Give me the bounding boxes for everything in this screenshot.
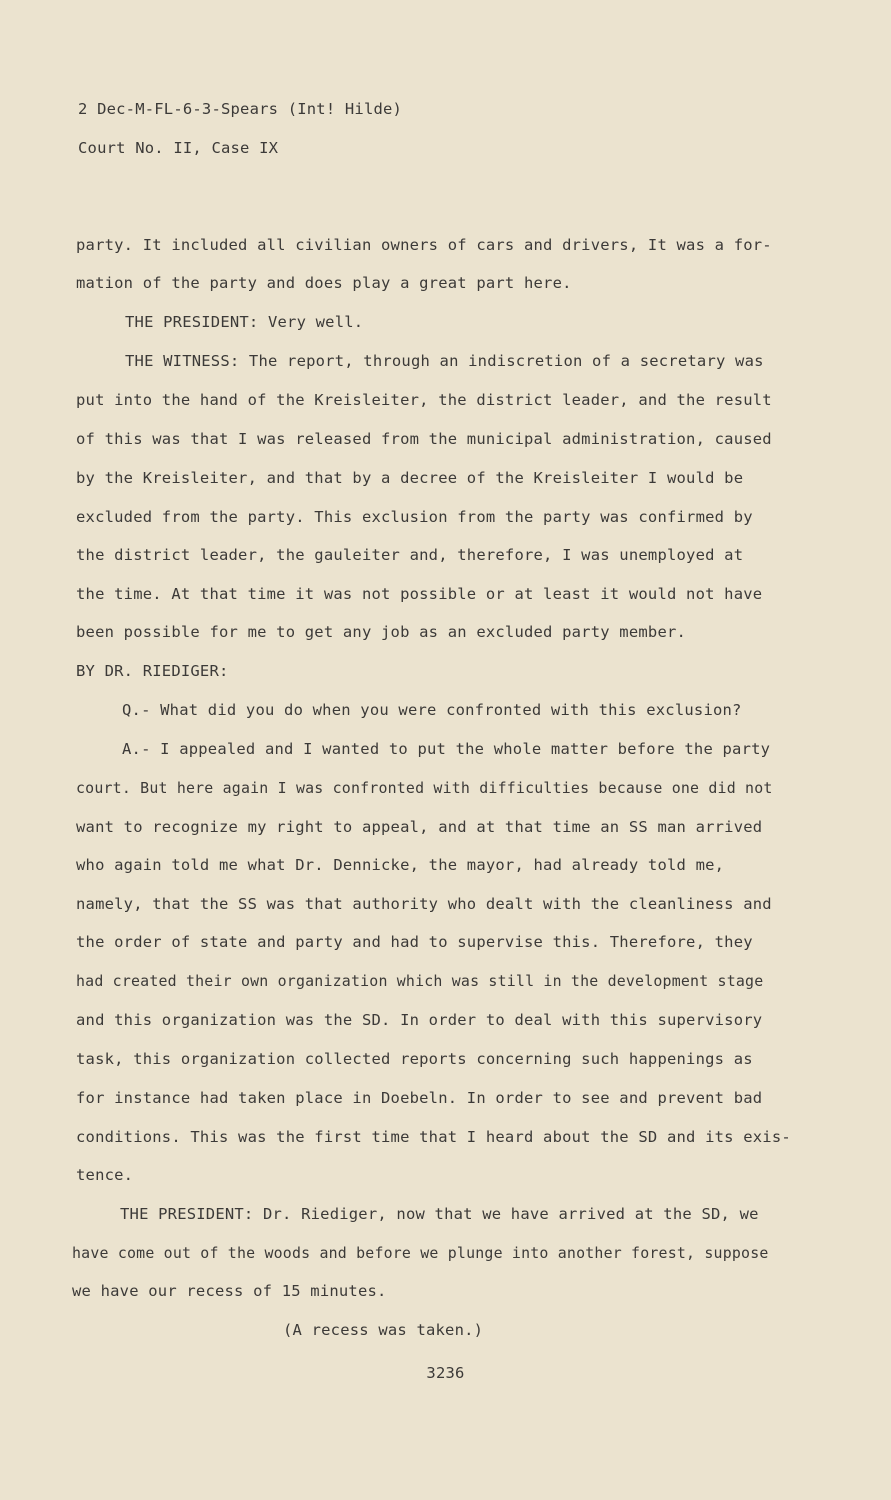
text-line: who again told me what Dr. Dennicke, the mayor, had already told me,: [76, 856, 725, 874]
text-line: THE PRESIDENT: Very well.: [125, 313, 364, 331]
text-line: had created their own organization which was still in the development stage: [76, 972, 764, 990]
text-line: the order of state and party and had to supervise this. Therefore, they: [76, 933, 753, 951]
text-line: and this organization was the SD. In order to deal with this supervisory: [76, 1011, 763, 1029]
text-line: conditions. This was the first time that I heard about the SD and its exis-: [76, 1128, 791, 1146]
text-line: we have our recess of 15 minutes.: [72, 1282, 387, 1300]
text-line: the district leader, the gauleiter and, therefore, I was unemployed at: [76, 546, 744, 564]
header-reference-line: 2 Dec-M-FL-6-3-Spears (Int! Hilde): [78, 100, 403, 118]
text-line: task, this organization collected reports concerning such happenings as: [76, 1050, 753, 1068]
text-line: namely, that the SS was that authority who dealt with the cleanliness and: [76, 895, 772, 913]
text-line: tence.: [76, 1166, 134, 1184]
text-line: A.- I appealed and I wanted to put the whole matter before the party: [122, 740, 771, 758]
text-line: Q.- What did you do when you were confronted with this exclusion?: [122, 701, 742, 719]
text-line: party. It included all civilian owners of cars and drivers, It was a for-: [76, 236, 772, 254]
text-line: for instance had taken place in Doebeln. In order to see and prevent bad: [76, 1089, 763, 1107]
text-line: mation of the party and does play a great part here.: [76, 274, 572, 292]
text-line: BY DR. RIEDIGER:: [76, 662, 229, 680]
text-line: put into the hand of the Kreisleiter, the district leader, and the result: [76, 391, 772, 409]
recess-note: (A recess was taken.): [283, 1321, 484, 1339]
text-line: by the Kreisleiter, and that by a decree of the Kreisleiter I would be: [76, 469, 744, 487]
text-line: excluded from the party. This exclusion from the party was confirmed by: [76, 508, 753, 526]
text-line: the time. At that time it was not possible or at least it would not have: [76, 585, 763, 603]
page-number: 3236: [426, 1364, 465, 1382]
text-line: been possible for me to get any job as an excluded party member.: [76, 623, 687, 641]
text-line: want to recognize my right to appeal, and at that time an SS man arrived: [76, 818, 763, 836]
text-line: have come out of the woods and before we plunge into another forest, suppose: [72, 1244, 769, 1262]
text-line: court. But here again I was confronted with difficulties because one did not: [76, 779, 773, 797]
text-line: THE WITNESS: The report, through an indiscretion of a secretary was: [125, 352, 764, 370]
header-court-line: Court No. II, Case IX: [78, 139, 279, 157]
text-line: of this was that I was released from the municipal administration, caused: [76, 430, 772, 448]
text-line: THE PRESIDENT: Dr. Riediger, now that we have arrived at the SD, we: [120, 1205, 759, 1223]
